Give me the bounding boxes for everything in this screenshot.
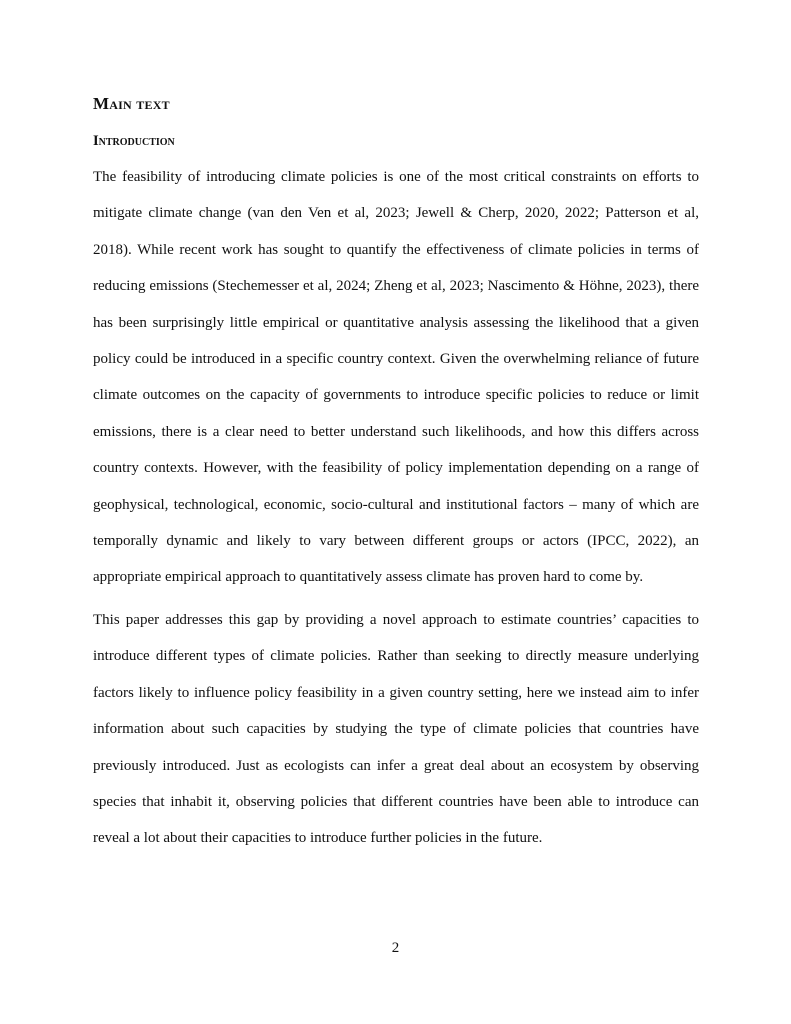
paragraph: The feasibility of introducing climate policies is one of the most critical constraints on efforts to mitigate climate change (van den Ven et al, 2023; Jewell & Cherp, 2020, 2022; Patterson et al, 2018). While recent work has sought to quantify the effectiveness of climate policies in terms of reducing emissions (Stechemesser et al, 2024; Zheng et al, 2023; Nascimento & Höhne, 2023), there has been surprisingly little empirical or quantitative analysis assessing the likelihood that a given policy could be introduced in a specific country context. Given the overwhelming reliance of future climate outcomes on the capacity of governments to introduce specific policies to reduce or limit emissions, there is a clear need to better understand such likelihoods, and how this differs across country contexts. However, with the feasibility of policy implementation depending on a range of geophysical, technological, economic, socio-cultural and institutional factors – many of which are temporally dynamic and likely to vary between different groups or actors (IPCC, 2022), an appropriate empirical approach to quantitatively assess climate has proven hard to come by. <box>93 169 699 586</box>
paragraph: This paper addresses this gap by providing a novel approach to estimate countries’ capacities to introduce different types of climate policies. Rather than seeking to directly measure underlying factors likely to influence policy feasibility in a given country setting, here we instead aim to infer information about such capacities by studying the type of climate policies that countries have previously introduced. Just as ecologists can infer a great deal about an ecosystem by observing species that inhabit it, observing policies that different countries have been able to introduce can reveal a lot about their capacities to introduce further policies in the future. <box>93 612 699 847</box>
page-number: 2 <box>391 940 400 956</box>
main-heading: Main text <box>93 94 170 113</box>
section-heading: Introduction <box>93 133 175 149</box>
